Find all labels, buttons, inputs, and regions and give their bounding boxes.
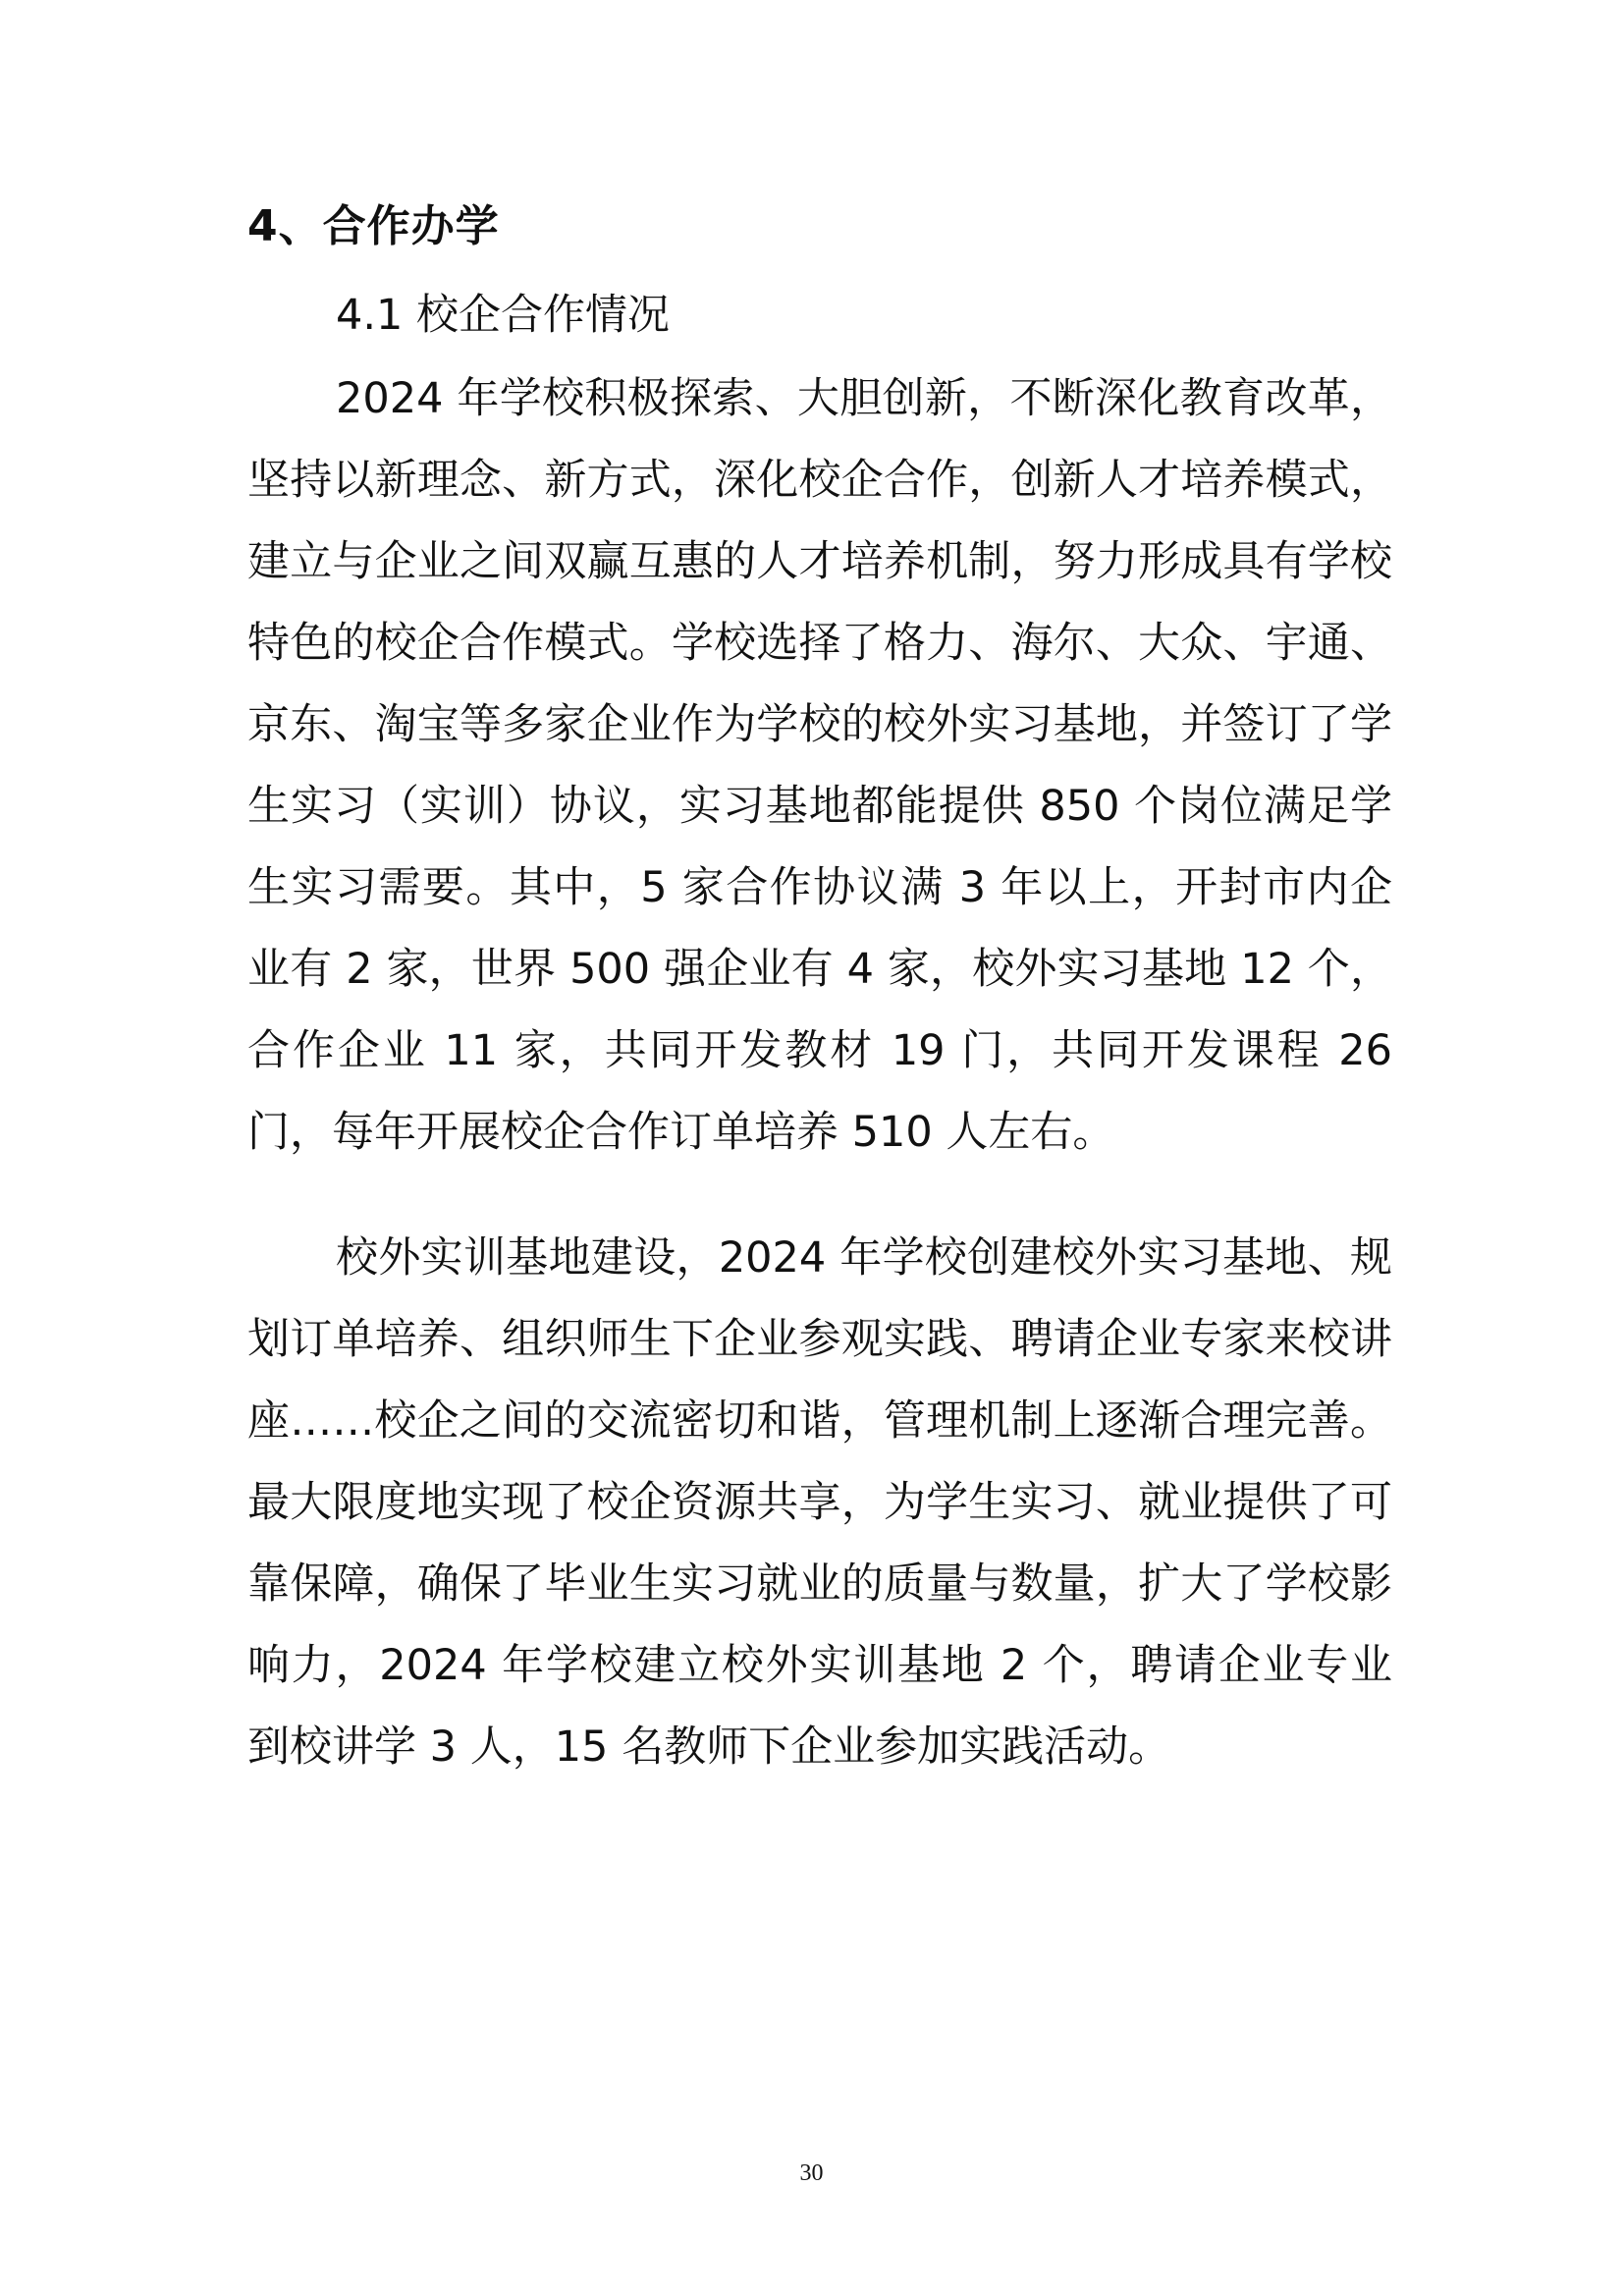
subsection-heading: 4.1 校企合作情况 xyxy=(336,291,671,340)
body-paragraph-2: 校外实训基地建设，2024 年学校创建校外实习基地、规划订单培养、组织师生下企业参观实践、聘请企业专家来校讲座……校企之间的交流密切和谐，管理机制上逐渐合理完善。最大限度地实现了校企资源共享，为学生实习、就业提供了可靠保障，确保了毕业生实习就业的质量与数量，扩大了学校影响力，2024 年学校建立校外实训基地 2 个，聘请企业专业到校讲学 3 人，15 名教师下企业参加实践活动。 xyxy=(247,1233,1392,1772)
page-number: 30 xyxy=(799,2160,824,2186)
section-heading: 4、合作办学 xyxy=(247,201,500,251)
body-paragraph-1: 2024 年学校积极探索、大胆创新，不断深化教育改革，坚持以新理念、新方式，深化校企合作，创新人才培养模式，建立与企业之间双赢互惠的人才培养机制，努力形成具有学校特色的校企合作模式。学校选择了格力、海尔、大众、宇通、京东、淘宝等多家企业作为学校的校外实习基地，并签订了学生实习（实训）协议，实习基地都能提供 850 个岗位满足学生实习需要。其中，5 家合作协议满 3 年以上，开封市内企业有 2 家，世界 500 强企业有 4 家，校外实习基地 12 个，合作企业 11 家，共同开发教材 19 门，共同开发课程 26 门，每年开展校企合作订单培养 510 人左右。 xyxy=(247,374,1392,1157)
